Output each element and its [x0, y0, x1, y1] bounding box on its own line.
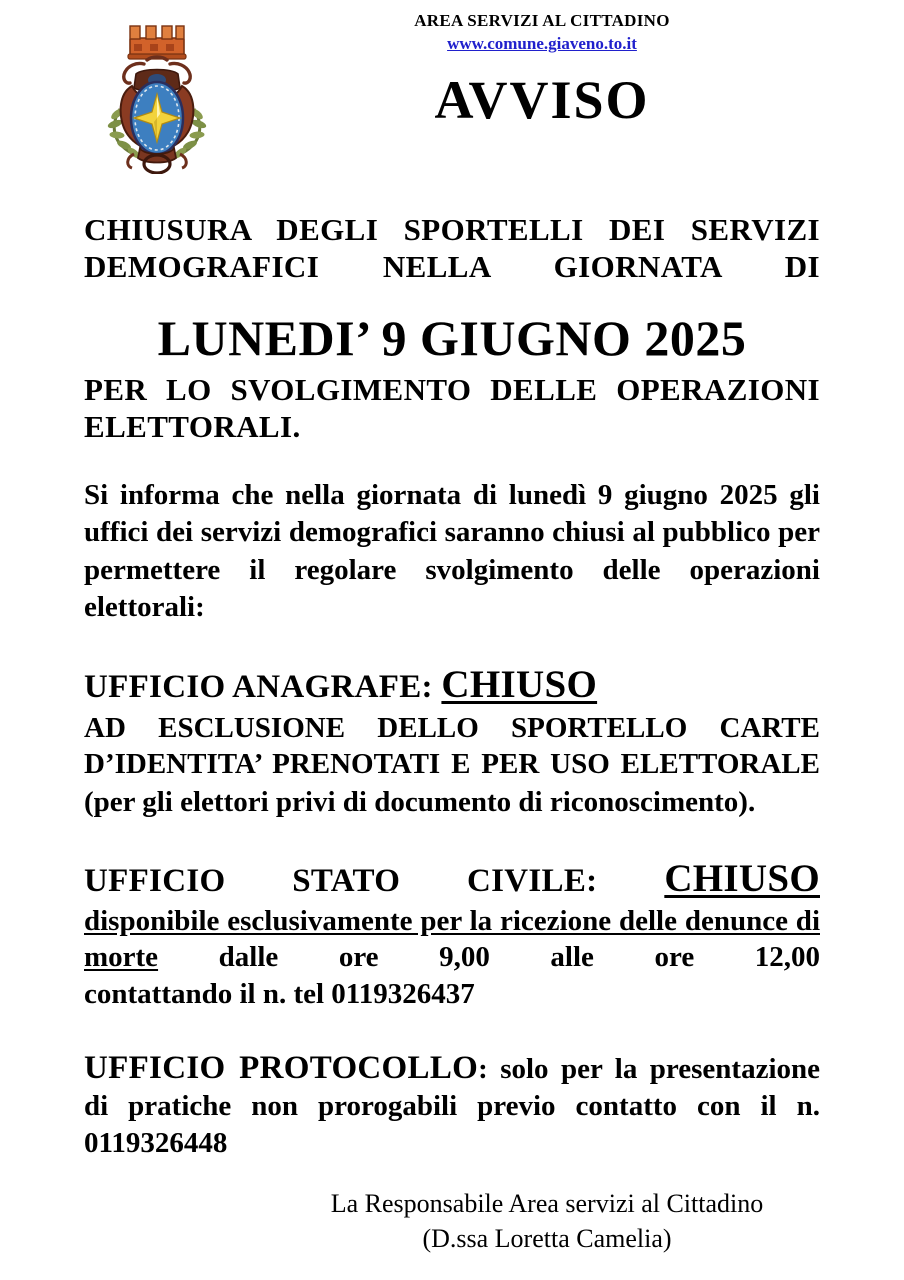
office-stato-civile-name: UFFICIO STATO CIVILE:	[84, 863, 598, 900]
office-protocollo-name: UFFICIO PROTOCOLLO	[84, 1049, 479, 1086]
office-anagrafe-status-badge: CHIUSO	[441, 662, 598, 706]
coat-of-arms-icon	[92, 14, 222, 174]
office-block-stato-civile	[84, 856, 820, 1012]
office-block-anagrafe	[84, 662, 820, 820]
office-anagrafe-title-row	[84, 662, 820, 709]
header-text-block	[264, 10, 820, 131]
office-stato-civile-status-badge: CHIUSO	[664, 857, 820, 901]
notice-intro-paragraph: Si informa che nella giornata di lunedì 9 giugno 2025 gli uffici dei servizi demografici saranno chiusi al pubblico per permettere il regolare svolgimento delle operazioni elettorali:	[84, 479, 820, 623]
page-title: AVVISO	[434, 70, 650, 131]
website-link[interactable]: www.comune.giaveno.to.it	[447, 34, 637, 54]
signature-role: La Responsabile Area servizi al Cittadino	[330, 1189, 764, 1219]
office-anagrafe-name: UFFICIO ANAGRAFE:	[84, 668, 433, 705]
notice-subject: CHIUSURA DEGLI SPORTELLI DEI SERVIZI DEMOGRAFICI NELLA GIORNATA DI	[84, 212, 820, 284]
office-block-protocollo	[84, 1049, 820, 1162]
office-protocollo-row	[84, 1049, 820, 1162]
notice-reason: PER LO SVOLGIMENTO DELLE OPERAZIONI ELETTORALI.	[84, 372, 820, 444]
signature-block	[84, 1187, 820, 1256]
office-protocollo-separator: :	[478, 1052, 488, 1085]
document-header	[84, 0, 820, 190]
stato-civile-underlined-text: disponibile esclusivamente per la ricezione delle denunce di morte	[84, 904, 820, 974]
organization-name: AREA SERVIZI AL CITTADINO	[414, 11, 670, 30]
stato-civile-hours: dalle ore 9,00 alle ore 12,00	[218, 941, 821, 974]
office-stato-civile-contact: contattando il n. tel 0119326437	[84, 978, 475, 1010]
office-anagrafe-detail-rest: (per gli elettori privi di documento di riconoscimento).	[84, 785, 756, 818]
notice-date: LUNEDI’ 9 GIUGNO 2025	[157, 310, 747, 367]
signature-name: (D.ssa Loretta Camelia)	[422, 1223, 672, 1253]
office-anagrafe-detail-caps: AD ESCLUSIONE DELLO SPORTELLO CARTE D’IDENTITA’ PRENOTATI E PER USO ELETTORALE	[84, 711, 820, 781]
office-stato-civile-detail-underlined	[84, 903, 820, 976]
office-stato-civile-title-row	[84, 856, 820, 903]
office-protocollo-detail: solo per la presentazione di pratiche non prorogabili previo contatto con il n. 0119326448	[84, 1052, 820, 1159]
